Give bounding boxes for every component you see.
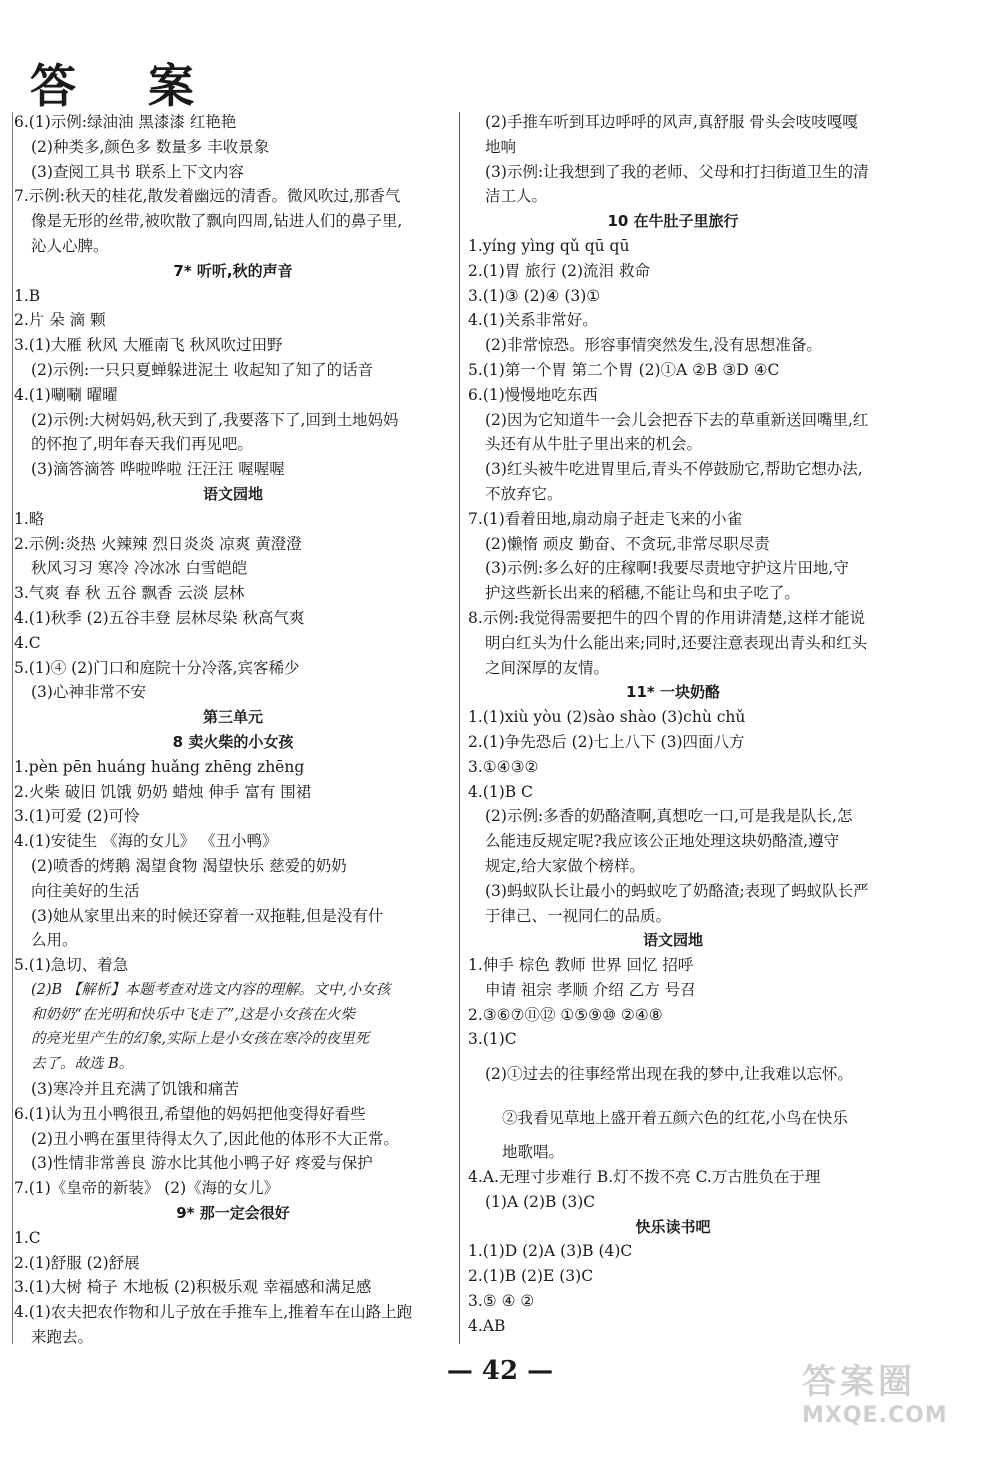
right-answer-line: 3.⑤ ④ ② <box>468 1292 535 1311</box>
left-section-heading: 第三单元 <box>202 708 263 727</box>
right-answer-line: 2.③⑥⑦⑪⑫ ①⑤⑨⑩ ②④⑧ <box>468 1005 663 1024</box>
right-answer-line: 地响 <box>485 137 517 156</box>
watermark-logo <box>802 1354 972 1444</box>
left-answer-line: 1.略 <box>14 509 45 528</box>
page-number: — 42 — <box>446 1356 554 1386</box>
right-answer-line: 护这些新长出来的稻穗,不能让鸟和虫子吃了。 <box>485 584 800 603</box>
right-section-heading: 快乐读书吧 <box>635 1217 711 1236</box>
right-answer-line: (2)示例:多香的奶酪渣啊,真想吃一口,可是我是队长,怎 <box>485 807 853 826</box>
left-answer-line: 5.(1)④ (2)门口和庭院十分冷落,宾客稀少 <box>14 658 300 677</box>
left-answer-line: 2.(1)舒服 (2)舒展 <box>14 1253 140 1272</box>
right-answer-line: 地歌唱。 <box>502 1143 565 1162</box>
left-answer-line: (2)丑小鸭在蛋里待得太久了,因此他的体形不大正常。 <box>31 1129 399 1148</box>
left-answer-line: 4.(1)安徒生 《海的女儿》 《丑小鸭》 <box>14 832 278 851</box>
right-answer-line: 1.(1)xiù yòu (2)sào shào (3)chù chǔ <box>468 708 746 727</box>
right-answer-line: (2)非常惊恐。形容事情突然发生,没有思想准备。 <box>485 336 822 355</box>
left-answer-line: 4.C <box>14 633 41 652</box>
left-answer-line: 7.(1)《皇帝的新装》 (2)《海的女儿》 <box>14 1179 280 1198</box>
right-answer-line: 4.(1)关系非常好。 <box>468 311 598 330</box>
right-answer-line: 明白红头为什么能出来;同时,还要注意表现出青头和红头 <box>485 633 868 652</box>
left-answer-line: 2.片 朵 滴 颗 <box>14 311 106 330</box>
right-answer-line: 于律己、一视同仁的品质。 <box>485 906 672 925</box>
right-answer-line: (1)A (2)B (3)C <box>485 1192 596 1211</box>
left-answer-line: 2.火柴 破旧 饥饿 奶奶 蜡烛 伸手 富有 围裙 <box>14 782 312 801</box>
right-answer-line: (3)红头被牛吃进胃里后,青头不停鼓励它,帮助它想办法, <box>485 460 863 479</box>
left-answer-line: (3)她从家里出来的时候还穿着一双拖鞋,但是没有什 <box>31 906 384 925</box>
right-answer-line: (2)①过去的往事经常出现在我的梦中,让我难以忘怀。 <box>485 1065 853 1084</box>
right-answer-line: 头还有从牛肚子里出来的机会。 <box>485 435 703 454</box>
left-margin-rule <box>12 112 13 1344</box>
left-answer-line: 么用。 <box>31 931 78 950</box>
column-divider <box>459 112 460 1344</box>
left-answer-line: 4.(1)秋季 (2)五谷丰登 层林尽染 秋高气爽 <box>14 608 305 627</box>
right-answer-line: (3)示例:让我想到了我的老师、父母和打扫街道卫生的清 <box>485 162 869 181</box>
left-answer-line: 2.示例:炎热 火辣辣 烈日炎炎 凉爽 黄澄澄 <box>14 534 302 553</box>
right-section-heading: 11* 一块奶酪 <box>626 683 720 702</box>
watermark-bottom-text: MXQE.COM <box>802 1403 948 1428</box>
right-answer-line: 6.(1)慢慢地吃东西 <box>468 385 598 404</box>
right-answer-line: 2.(1)B (2)E (3)C <box>468 1267 594 1286</box>
left-answer-line: 的怀抱了,明年春天我们再见吧。 <box>31 435 253 454</box>
right-answer-line: ②我看见草地上盛开着五颜六色的红花,小鸟在快乐 <box>502 1109 848 1128</box>
left-answer-line: 来跑去。 <box>31 1328 94 1347</box>
right-answer-line: 4.AB <box>468 1316 506 1335</box>
right-answer-line: 3.①④③② <box>468 757 539 776</box>
left-answer-line: 3.气爽 春 秋 五谷 飘香 云淡 层林 <box>14 584 245 603</box>
right-column <box>468 110 878 1339</box>
right-answer-line: 2.(1)胃 旅行 (2)流泪 救命 <box>468 261 650 280</box>
right-answer-line: 不放弃它。 <box>485 484 563 503</box>
right-answer-line: 洁工人。 <box>485 187 548 206</box>
left-answer-line: (2)喷香的烤鹅 渴望食物 渴望快乐 慈爱的奶奶 <box>31 856 347 875</box>
left-section-heading: 7* 听听,秋的声音 <box>173 261 293 280</box>
right-section-heading: 10 在牛肚子里旅行 <box>607 212 739 231</box>
left-section-heading: 8 卖火柴的小女孩 <box>172 732 294 751</box>
left-section-heading: 语文园地 <box>202 484 263 503</box>
left-answer-line: 去了。故选 B。 <box>31 1056 134 1073</box>
left-answer-line: 向往美好的生活 <box>31 881 140 900</box>
right-answer-line: 2.(1)争先恐后 (2)七上八下 (3)四面八方 <box>468 732 745 751</box>
right-answer-line: 么能违反规定呢?我应该公正地处理这块奶酪渣,遵守 <box>485 832 840 851</box>
right-answer-line: 1.yíng yìng qǔ qū qū <box>468 236 630 255</box>
left-answer-line: 3.(1)可爱 (2)可怜 <box>14 807 140 826</box>
right-answer-line: (2)懒惰 顽皮 勤奋、不贪玩,非常尽职尽责 <box>485 534 770 553</box>
left-answer-line: (3)性情非常善良 游水比其他小鸭子好 疼爱与保护 <box>31 1154 373 1173</box>
right-answer-line: (3)蚂蚁队长让最小的蚂蚁吃了奶酪渣;表现了蚂蚁队长严 <box>485 881 869 900</box>
right-answer-line: 3.(1)③ (2)④ (3)① <box>468 286 601 305</box>
left-answer-line: 像是无形的丝带,被吹散了飘向四周,钻进人们的鼻子里, <box>31 212 403 231</box>
left-answer-line: 7.示例:秋天的桂花,散发着幽远的清香。微风吹过,那香气 <box>14 187 401 206</box>
right-answer-line: (2)因为它知道牛一会儿会把吞下去的草重新送回嘴里,红 <box>485 410 869 429</box>
left-answer-line: 1.pèn pēn huáng huǎng zhēng zhēng <box>14 757 305 776</box>
left-answer-line: 4.(1)唰唰 曜曜 <box>14 385 118 404</box>
left-answer-line: (2)示例:大树妈妈,秋天到了,我要落下了,回到土地妈妈 <box>31 410 399 429</box>
left-answer-line: (3)寒冷并且充满了饥饿和痛苦 <box>31 1080 239 1099</box>
right-answer-line: 8.示例:我觉得需要把牛的四个胃的作用讲清楚,这样才能说 <box>468 608 865 627</box>
right-answer-line: 7.(1)看着田地,扇动扇子赶走飞来的小雀 <box>468 509 743 528</box>
left-answer-line: 3.(1)大树 椅子 木地板 (2)积极乐观 幸福感和满足感 <box>14 1278 372 1297</box>
right-answer-line: 之间深厚的友情。 <box>485 658 610 677</box>
left-answer-line: 5.(1)急切、着急 <box>14 956 129 975</box>
left-answer-line: 4.(1)农夫把农作物和儿子放在手推车上,推着车在山路上跑 <box>14 1303 413 1322</box>
left-answer-line: (3)心神非常不安 <box>31 683 146 702</box>
left-section-heading: 9* 那一定会很好 <box>176 1204 290 1223</box>
right-answer-line: (2)手推车听到耳边呼呼的风声,真舒服 骨头会吱吱嘎嘎 <box>485 113 858 131</box>
left-answer-line: 1.C <box>14 1228 41 1247</box>
left-answer-line: 秋风习习 寒冷 冷冰冰 白雪皑皑 <box>31 559 248 578</box>
left-answer-line: 3.(1)大雁 秋风 大雁南飞 秋风吹过田野 <box>14 336 283 355</box>
page-title: 答 案 <box>30 59 223 113</box>
left-answer-line: (2)种类多,颜色多 数量多 丰收景象 <box>31 137 270 156</box>
left-answer-line: 6.(1)示例:绿油油 黑漆漆 红艳艳 <box>14 113 237 131</box>
right-answer-line: 1.(1)D (2)A (3)B (4)C <box>468 1242 633 1261</box>
right-answer-line: (3)示例:多么好的庄稼啊!我要尽责地守护这片田地,守 <box>485 559 849 578</box>
left-answer-line: 6.(1)认为丑小鸭很丑,希望他的妈妈把他变得好看些 <box>14 1104 366 1123</box>
left-answer-line: (2)示例:一只只夏蝉躲进泥土 收起知了知了的话音 <box>31 360 374 379</box>
right-answer-line: 4.A.无理寸步难行 B.灯不拨不亮 C.万古胜负在于理 <box>468 1168 821 1187</box>
right-answer-line: 规定,给大家做个榜样。 <box>485 856 645 875</box>
left-answer-line: 的亮光里产生的幻象,实际上是小女孩在寒冷的夜里死 <box>31 1031 370 1048</box>
left-answer-line: 沁人心脾。 <box>31 236 109 255</box>
watermark-top-text: 答案圈 <box>802 1362 916 1402</box>
right-answer-line: 5.(1)第一个胃 第二个胃 (2)①A ②B ③D ④C <box>468 360 780 379</box>
left-answer-line: (2)B 【解析】本题考查对选文内容的理解。文中,小女孩 <box>31 981 391 998</box>
right-section-heading: 语文园地 <box>642 931 703 950</box>
right-answer-line: 1.伸手 棕色 教师 世界 回忆 招呼 <box>468 956 694 975</box>
right-answer-line: 申请 祖宗 孝顺 介绍 乙方 号召 <box>485 980 696 999</box>
right-answer-line: 3.(1)C <box>468 1030 517 1049</box>
right-answer-line: 4.(1)B C <box>468 782 533 801</box>
left-column <box>14 110 452 1350</box>
left-answer-line: (3)查阅工具书 联系上下文内容 <box>31 162 244 181</box>
left-answer-line: 和奶奶“在光明和快乐中飞走了”,这是小女孩在火柴 <box>31 1006 355 1023</box>
left-answer-line: 1.B <box>14 286 41 305</box>
left-answer-line: (3)滴答滴答 哗啦哗啦 汪汪汪 喔喔喔 <box>31 460 285 479</box>
